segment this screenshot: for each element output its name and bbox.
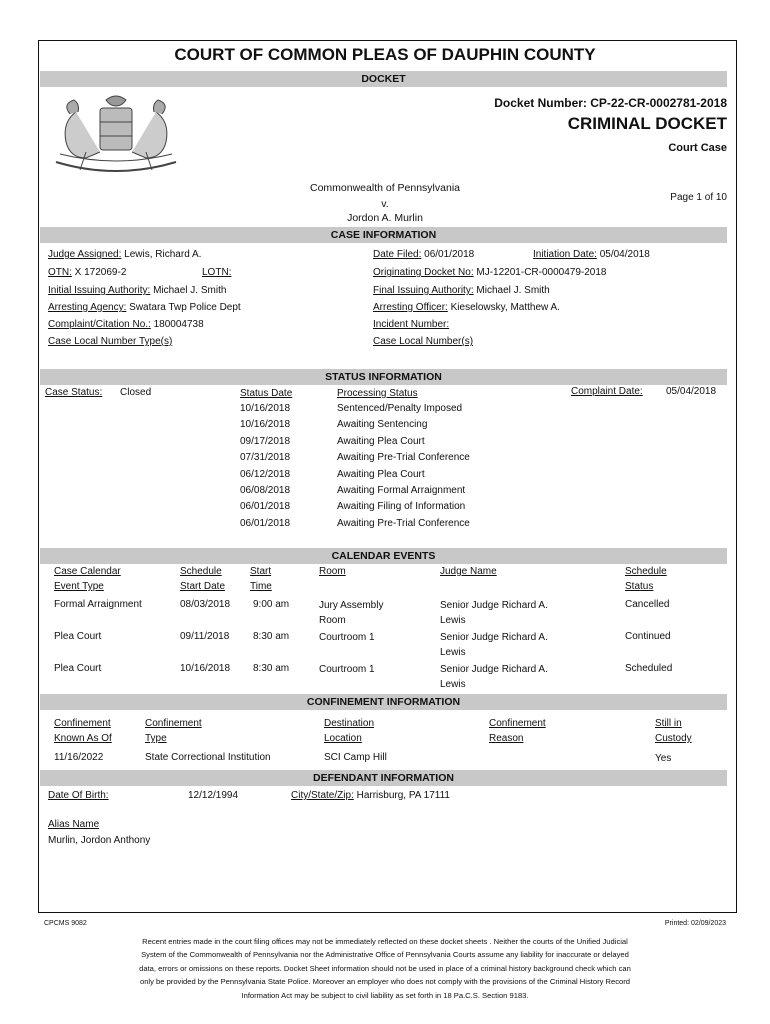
- case-status-label: Case Status:: [45, 387, 103, 398]
- status-row-date: 09/17/2018: [240, 435, 291, 447]
- cal-row-room-line-2: Room: [319, 615, 346, 626]
- caption-line-1: Commonwealth of Pennsylvania: [310, 182, 460, 194]
- arresting-agency-value: Swatara Twp Police Dept: [129, 302, 241, 313]
- cal-header-schedule-1: Schedule: [180, 566, 222, 577]
- judge-assigned-row: [48, 249, 201, 260]
- court-case-label: Court Case: [668, 142, 727, 154]
- cal-header-start-2: Time: [250, 581, 272, 592]
- cal-header-status-2: Status: [625, 581, 654, 592]
- case-local-number-label: Case Local Number(s): [373, 336, 474, 347]
- dob-value: 12/12/1994: [188, 790, 239, 801]
- cal-row-start-date: 08/03/2018: [180, 599, 231, 610]
- status-row-date: 10/16/2018: [240, 419, 291, 431]
- cal-row-status: Continued: [625, 631, 671, 642]
- status-information-bar: STATUS INFORMATION: [40, 369, 727, 385]
- status-row-processing-status: Awaiting Sentencing: [337, 419, 428, 431]
- initial-issuing-authority-value: Michael J. Smith: [153, 285, 227, 296]
- arresting-agency-row: [48, 302, 241, 313]
- status-row-date: 06/12/2018: [240, 468, 291, 480]
- initiation-date-row: [533, 249, 650, 260]
- cal-row-status: Scheduled: [625, 663, 673, 674]
- arresting-officer-value: Kieselowsky, Matthew A.: [450, 302, 560, 313]
- case-local-number-type-label: Case Local Number Type(s): [48, 336, 173, 347]
- cal-row-start-date: 09/11/2018: [180, 631, 230, 642]
- date-filed-value: 06/01/2018: [424, 249, 475, 260]
- status-row-processing-status: Awaiting Plea Court: [337, 468, 425, 480]
- confinement-information-bar: CONFINEMENT INFORMATION: [40, 694, 727, 710]
- pennsylvania-coat-of-arms-seal: [46, 92, 186, 174]
- dob-label: Date Of Birth:: [48, 790, 109, 801]
- conf-still-in-custody: Yes: [655, 753, 672, 764]
- final-issuing-authority-label: Final Issuing Authority:: [373, 285, 474, 296]
- cal-header-event-1: Case Calendar: [54, 566, 121, 577]
- form-id: CPCMS 9082: [44, 920, 87, 927]
- conf-header-dest-1: Destination: [324, 718, 375, 729]
- disclaimer-line-4: only be provided by the Pennsylvania State Police. Moreover an employer who does not comply with the provisions of the Criminal History Record: [139, 977, 631, 987]
- arresting-officer-row: [373, 302, 560, 313]
- originating-docket-label: Originating Docket No:: [373, 267, 474, 278]
- originating-docket-row: [373, 267, 606, 278]
- cal-header-status-1: Schedule: [625, 566, 667, 577]
- initial-issuing-authority-label: Initial Issuing Authority:: [48, 285, 151, 296]
- defendant-information-bar: DEFENDANT INFORMATION: [40, 770, 727, 786]
- printed-date: Printed: 02/09/2023: [664, 920, 726, 927]
- complaint-date-label: Complaint Date:: [571, 386, 643, 397]
- otn-value: X 172069-2: [74, 267, 127, 278]
- conf-header-reason-2: Reason: [489, 733, 524, 744]
- status-date-header: Status Date: [240, 388, 293, 399]
- lotn-label: LOTN:: [202, 267, 232, 278]
- date-filed-label: Date Filed:: [373, 249, 422, 260]
- cal-row-judge: Senior Judge Richard A.: [440, 600, 548, 611]
- conf-header-type-2: Type: [145, 733, 167, 744]
- otn-label: OTN:: [48, 267, 72, 278]
- status-row-date: 07/31/2018: [240, 452, 291, 464]
- cal-row-event-type: Plea Court: [54, 631, 102, 642]
- initial-issuing-authority-row: [48, 285, 226, 296]
- status-row-processing-status: Awaiting Filing of Information: [337, 501, 466, 513]
- cal-row-event-type: Formal Arraignment: [54, 599, 142, 610]
- conf-header-dest-2: Location: [324, 733, 362, 744]
- docket-bar: DOCKET: [40, 71, 727, 87]
- cal-row-judge-line-2: Lewis: [440, 615, 466, 626]
- disclaimer-line-1: Recent entries made in the court filing offices may not be immediately reflected on these docket sheets . Neither the courts of the Unified Judicial: [142, 937, 628, 946]
- conf-header-type-1: Confinement: [145, 718, 202, 729]
- cal-header-start-1: Start: [250, 566, 272, 577]
- initiation-date-value: 05/04/2018: [599, 249, 650, 260]
- cal-row-room: Jury Assembly: [319, 600, 384, 611]
- docket-type: CRIMINAL DOCKET: [567, 114, 727, 133]
- conf-destination: SCI Camp Hill: [324, 752, 387, 763]
- cal-header-schedule-2: Start Date: [180, 581, 226, 592]
- caption-line-2: v.: [381, 198, 389, 210]
- incident-number-label: Incident Number:: [373, 319, 450, 330]
- cal-row-start-time: 8:30 am: [253, 663, 290, 674]
- alias-name-value: Murlin, Jordon Anthony: [48, 835, 151, 846]
- status-row-date: 06/01/2018: [240, 501, 291, 513]
- final-issuing-authority-value: Michael J. Smith: [476, 285, 550, 296]
- case-status-value: Closed: [120, 387, 152, 398]
- conf-header-reason-1: Confinement: [489, 718, 546, 729]
- alias-name-label: Alias Name: [48, 819, 100, 830]
- complaint-citation-label: Complaint/Citation No.:: [48, 319, 151, 330]
- cal-row-judge-line-2: Lewis: [440, 647, 466, 658]
- cal-row-event-type: Plea Court: [54, 663, 102, 674]
- conf-header-custody-2: Custody: [655, 733, 692, 744]
- cal-row-room: Courtroom 1: [319, 632, 375, 643]
- conf-header-custody-1: Still in: [655, 718, 682, 729]
- cal-row-status: Cancelled: [625, 599, 670, 610]
- processing-status-header: Processing Status: [337, 388, 418, 399]
- city-state-zip-label: City/State/Zip:: [291, 790, 354, 801]
- cal-row-start-date: 10/16/2018: [180, 663, 231, 674]
- status-row-date: 06/01/2018: [240, 517, 291, 529]
- date-filed-row: [373, 249, 474, 260]
- cal-row-judge-line-2: Lewis: [440, 679, 466, 690]
- conf-type: State Correctional Institution: [145, 752, 271, 763]
- conf-known-as-of: 11/16/2022: [54, 752, 104, 763]
- initiation-date-label: Initiation Date:: [533, 249, 597, 260]
- cal-header-event-2: Event Type: [54, 581, 104, 592]
- complaint-date-value: 05/04/2018: [666, 386, 717, 397]
- status-row-processing-status: Awaiting Formal Arraignment: [337, 485, 466, 496]
- complaint-citation-row: [48, 319, 204, 330]
- complaint-citation-value: 180004738: [153, 319, 204, 330]
- disclaimer: [60, 935, 710, 1002]
- status-row-processing-status: Sentenced/Penalty Imposed: [337, 403, 463, 414]
- disclaimer-line-5: Information Act may be subject to civil liability as set forth in 18 Pa.C.S. Section 9183.: [241, 990, 529, 1000]
- city-state-zip-value: Harrisburg, PA 17111: [356, 790, 450, 801]
- cal-header-judge: Judge Name: [440, 566, 497, 577]
- cal-row-start-time: 8:30 am: [253, 631, 290, 642]
- status-row-processing-status: Awaiting Plea Court: [337, 435, 425, 447]
- judge-assigned-value: Lewis, Richard A.: [124, 249, 202, 260]
- docket-number: Docket Number: CP-22-CR-0002781-2018: [494, 96, 727, 110]
- conf-header-known-2: Known As Of: [54, 733, 112, 744]
- status-row-processing-status: Awaiting Pre-Trial Conference: [337, 517, 470, 529]
- final-issuing-authority-row: [373, 285, 550, 296]
- judge-assigned-label: Judge Assigned:: [48, 249, 122, 260]
- originating-docket-value: MJ-12201-CR-0000479-2018: [476, 267, 607, 278]
- caption-line-3: Jordon A. Murlin: [347, 212, 423, 224]
- disclaimer-line-2: System of the Commonwealth of Pennsylvania nor the Administrative Office of Pennsylvania Courts assume any liability for inaccurate or delayed: [141, 950, 629, 960]
- cal-row-start-time: 9:00 am: [253, 599, 290, 610]
- otn-row: [48, 267, 126, 278]
- cal-header-room: Room: [319, 566, 346, 577]
- arresting-officer-label: Arresting Officer:: [373, 302, 448, 313]
- status-row-processing-status: Awaiting Pre-Trial Conference: [337, 452, 470, 464]
- status-row-date: 06/08/2018: [240, 485, 291, 496]
- status-row-date: 10/16/2018: [240, 403, 291, 414]
- court-title: COURT OF COMMON PLEAS OF DAUPHIN COUNTY: [174, 45, 596, 64]
- disclaimer-line-3: data, errors or omissions on these reports. Docket Sheet information should not be used in place of a criminal history background check which can: [139, 963, 631, 973]
- conf-header-known-1: Confinement: [54, 718, 111, 729]
- cal-row-judge: Senior Judge Richard A.: [440, 664, 548, 675]
- cal-row-room: Courtroom 1: [319, 664, 375, 675]
- cal-row-judge: Senior Judge Richard A.: [440, 632, 548, 643]
- case-information-bar: CASE INFORMATION: [40, 227, 727, 243]
- calendar-events-bar: CALENDAR EVENTS: [40, 548, 727, 564]
- page-number: Page 1 of 10: [670, 192, 727, 203]
- arresting-agency-label: Arresting Agency:: [48, 302, 127, 313]
- city-state-zip-row: [291, 790, 450, 801]
